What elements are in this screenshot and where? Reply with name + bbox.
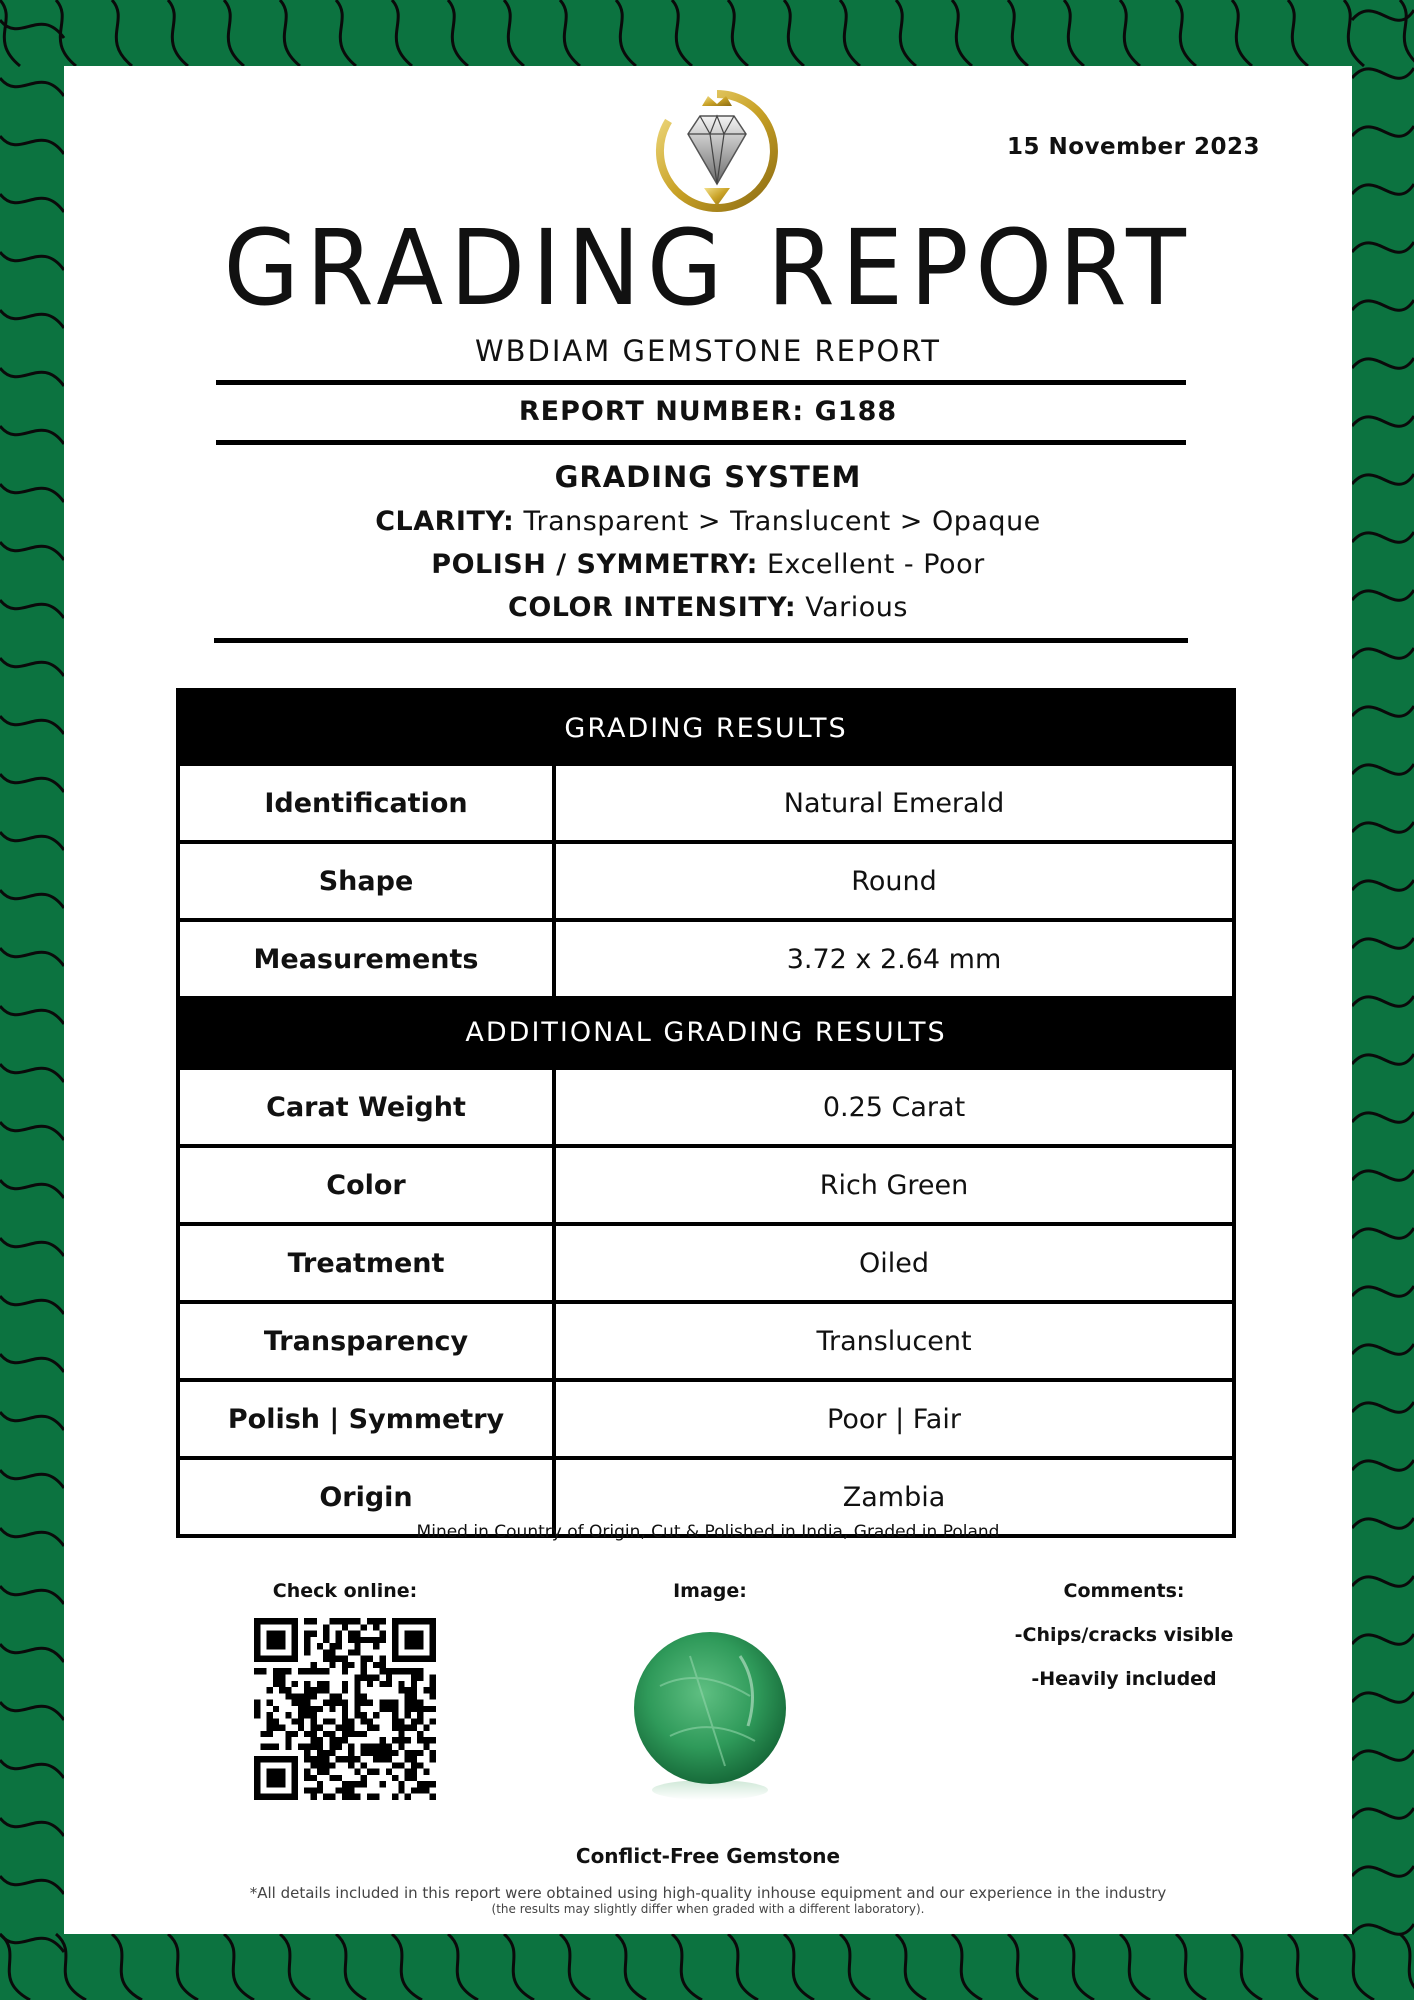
contour-line bbox=[0, 890, 64, 908]
contour-line bbox=[0, 1122, 64, 1140]
contour-line bbox=[1064, 1934, 1094, 2000]
table-row bbox=[180, 1300, 1232, 1378]
contour-line bbox=[1352, 1634, 1414, 1644]
contour-line bbox=[112, 0, 132, 66]
contour-line bbox=[0, 368, 64, 386]
contour-line bbox=[1352, 938, 1414, 948]
emerald-gemstone-image bbox=[630, 1626, 790, 1804]
contour-line bbox=[1352, 300, 1414, 310]
contour-line bbox=[0, 1876, 64, 1894]
divider bbox=[216, 380, 1186, 385]
contour-line bbox=[1352, 1692, 1414, 1702]
contour-line bbox=[0, 1818, 64, 1836]
row-label: Polish | Symmetry bbox=[180, 1382, 556, 1456]
contour-line bbox=[0, 1354, 64, 1372]
contour-line bbox=[840, 0, 860, 66]
contour-line bbox=[1352, 1866, 1414, 1876]
contour-line bbox=[0, 136, 64, 154]
contour-line bbox=[0, 20, 64, 38]
contour-line bbox=[1288, 0, 1308, 66]
contour-line bbox=[672, 0, 692, 66]
row-value: Zambia bbox=[842, 1481, 946, 1513]
contour-line bbox=[1352, 1924, 1414, 1934]
contour-line bbox=[1008, 0, 1028, 66]
contour-line bbox=[616, 1934, 646, 2000]
row-value: Poor | Fair bbox=[827, 1403, 961, 1435]
contour-line bbox=[0, 1180, 64, 1198]
contour-line bbox=[1352, 416, 1414, 426]
contour-line bbox=[504, 1934, 534, 2000]
contour-line bbox=[1352, 764, 1414, 774]
contour-line bbox=[56, 1934, 86, 2000]
contour-line bbox=[1352, 68, 1414, 78]
row-label: Origin bbox=[180, 1460, 556, 1534]
disclaimer-sub: (the results may slightly differ when graded with a different laboratory). bbox=[491, 1902, 925, 1916]
contour-line bbox=[1352, 1402, 1414, 1412]
contour-line bbox=[336, 0, 356, 66]
table-row bbox=[180, 1070, 1232, 1144]
contour-line bbox=[0, 716, 64, 734]
contour-line bbox=[0, 1470, 64, 1488]
contour-line bbox=[1352, 1344, 1414, 1354]
row-value: Round bbox=[851, 865, 937, 897]
color-intensity-label: COLOR INTENSITY: bbox=[508, 592, 797, 623]
contour-line bbox=[0, 1064, 64, 1082]
contour-line bbox=[1352, 1518, 1414, 1528]
contour-line bbox=[672, 1934, 702, 2000]
contour-line bbox=[1400, 0, 1414, 66]
contour-line bbox=[1344, 1934, 1374, 2000]
contour-line bbox=[1352, 880, 1414, 890]
row-value: Rich Green bbox=[819, 1169, 969, 1201]
contour-line bbox=[1176, 0, 1196, 66]
contour-line bbox=[0, 78, 64, 96]
contour-line bbox=[1352, 822, 1414, 832]
contour-line bbox=[1352, 1170, 1414, 1180]
contour-line bbox=[0, 194, 64, 212]
contour-line bbox=[1352, 474, 1414, 484]
contour-line bbox=[1352, 184, 1414, 194]
contour-line bbox=[1352, 1054, 1414, 1064]
contour-line bbox=[1352, 532, 1414, 542]
row-label: Carat Weight bbox=[180, 1070, 556, 1144]
contour-line bbox=[224, 0, 244, 66]
grading-system-polish bbox=[64, 549, 1352, 580]
check-online-label: Check online: bbox=[272, 1580, 418, 1602]
additional-results-heading: ADDITIONAL GRADING RESULTS bbox=[180, 996, 1232, 1070]
page-title: GRADING REPORT bbox=[223, 207, 1193, 329]
row-label: Shape bbox=[180, 844, 556, 918]
contour-line bbox=[1352, 126, 1414, 136]
contour-line bbox=[168, 0, 188, 66]
contour-line bbox=[1352, 1576, 1414, 1586]
grading-results-heading: GRADING RESULTS bbox=[180, 692, 1232, 766]
contour-line bbox=[1232, 1934, 1262, 2000]
table-row bbox=[180, 1144, 1232, 1222]
contour-line bbox=[896, 0, 916, 66]
conflict-free-label: Conflict-Free Gemstone bbox=[575, 1844, 841, 1868]
contour-line bbox=[112, 1934, 142, 2000]
contour-line bbox=[1064, 0, 1084, 66]
comment-item: -Heavily included bbox=[1031, 1668, 1217, 1690]
diamond-crown-logo bbox=[654, 88, 780, 214]
contour-line bbox=[0, 658, 64, 676]
contour-line bbox=[1400, 1934, 1414, 2000]
contour-line bbox=[0, 426, 64, 444]
contour-line bbox=[448, 1934, 478, 2000]
contour-line bbox=[1352, 1808, 1414, 1818]
contour-line bbox=[0, 1760, 64, 1778]
contour-line bbox=[280, 0, 300, 66]
report-subtitle: WBDIAM GEMSTONE REPORT bbox=[474, 334, 942, 368]
contour-line bbox=[392, 1934, 422, 2000]
grading-results-table bbox=[176, 688, 1236, 1538]
contour-line bbox=[952, 0, 972, 66]
row-label: Transparency bbox=[180, 1304, 556, 1378]
report-sheet bbox=[64, 66, 1352, 1934]
clarity-value: Transparent > Translucent > Opaque bbox=[523, 506, 1041, 537]
contour-line bbox=[0, 1296, 64, 1314]
clarity-label: CLARITY: bbox=[375, 506, 515, 537]
contour-line bbox=[0, 252, 64, 270]
divider bbox=[214, 638, 1188, 643]
contour-line bbox=[1352, 1112, 1414, 1122]
contour-line bbox=[1352, 1460, 1414, 1470]
row-label: Identification bbox=[180, 766, 556, 840]
contour-line bbox=[1176, 1934, 1206, 2000]
contour-line bbox=[616, 0, 636, 66]
contour-line bbox=[0, 1702, 64, 1720]
contour-line bbox=[0, 832, 64, 850]
table-row bbox=[180, 766, 1232, 840]
contour-line bbox=[0, 1238, 64, 1256]
contour-line bbox=[0, 484, 64, 502]
contour-line bbox=[0, 948, 64, 966]
contour-line bbox=[0, 1006, 64, 1024]
report-date: 15 November 2023 bbox=[1006, 134, 1260, 160]
contour-line bbox=[1120, 0, 1140, 66]
contour-line bbox=[1352, 1228, 1414, 1238]
origin-note: Mined in Country of Origin, Cut & Polished in India, Graded in Poland bbox=[416, 1522, 1000, 1542]
contour-line bbox=[0, 1644, 64, 1662]
contour-line bbox=[0, 600, 64, 618]
contour-line bbox=[0, 1412, 64, 1430]
row-value: 3.72 x 2.64 mm bbox=[786, 943, 1002, 975]
row-value: Natural Emerald bbox=[783, 787, 1005, 819]
contour-line bbox=[1352, 358, 1414, 368]
divider bbox=[216, 440, 1186, 445]
contour-line bbox=[1352, 706, 1414, 716]
contour-line bbox=[1352, 648, 1414, 658]
contour-line bbox=[560, 0, 580, 66]
contour-line bbox=[1352, 996, 1414, 1006]
disclaimer: *All details included in this report were obtained using high-quality inhouse equipment and our experience in the industry bbox=[249, 1884, 1167, 1902]
row-label: Treatment bbox=[180, 1226, 556, 1300]
contour-line bbox=[0, 542, 64, 560]
contour-line bbox=[1288, 1934, 1318, 2000]
contour-line bbox=[560, 1934, 590, 2000]
table-row bbox=[180, 1222, 1232, 1300]
row-value: 0.25 Carat bbox=[822, 1091, 966, 1123]
table-row bbox=[180, 918, 1232, 996]
contour-line bbox=[784, 0, 804, 66]
contour-line bbox=[1352, 1286, 1414, 1296]
contour-line bbox=[1008, 1934, 1038, 2000]
table-row bbox=[180, 840, 1232, 918]
comments-label: Comments: bbox=[1063, 1580, 1185, 1602]
table-row bbox=[180, 1378, 1232, 1456]
contour-line bbox=[784, 1934, 814, 2000]
contour-line bbox=[1352, 1750, 1414, 1760]
grading-system-color bbox=[64, 592, 1352, 623]
contour-line bbox=[1352, 590, 1414, 600]
contour-line bbox=[280, 1934, 310, 2000]
report-number: REPORT NUMBER: G188 bbox=[518, 396, 898, 427]
contour-line bbox=[1232, 0, 1252, 66]
grading-system-title: GRADING SYSTEM bbox=[554, 460, 862, 494]
contour-line bbox=[448, 0, 468, 66]
row-label: Measurements bbox=[180, 922, 556, 996]
contour-line bbox=[1344, 0, 1364, 66]
color-intensity-value: Various bbox=[805, 592, 908, 623]
contour-line bbox=[840, 1934, 870, 2000]
contour-line bbox=[0, 310, 64, 328]
contour-line bbox=[1352, 242, 1414, 252]
contour-line bbox=[728, 0, 748, 66]
contour-line bbox=[952, 1934, 982, 2000]
contour-line bbox=[336, 1934, 366, 2000]
contour-line bbox=[0, 1528, 64, 1546]
row-label: Color bbox=[180, 1148, 556, 1222]
image-label: Image: bbox=[673, 1580, 747, 1602]
contour-line bbox=[0, 1586, 64, 1604]
contour-line bbox=[728, 1934, 758, 2000]
contour-line bbox=[392, 0, 412, 66]
grading-system-clarity bbox=[64, 506, 1352, 537]
row-value: Translucent bbox=[816, 1325, 972, 1357]
contour-line bbox=[224, 1934, 254, 2000]
contour-line bbox=[896, 1934, 926, 2000]
polish-value: Excellent - Poor bbox=[767, 549, 985, 580]
qr-code[interactable] bbox=[254, 1618, 436, 1800]
polish-label: POLISH / SYMMETRY: bbox=[431, 549, 758, 580]
contour-line bbox=[0, 0, 20, 66]
row-value: Oiled bbox=[858, 1247, 929, 1279]
contour-line bbox=[168, 1934, 198, 2000]
contour-line bbox=[0, 774, 64, 792]
contour-line bbox=[1120, 1934, 1150, 2000]
contour-line bbox=[504, 0, 524, 66]
comment-item: -Chips/cracks visible bbox=[1014, 1624, 1234, 1646]
